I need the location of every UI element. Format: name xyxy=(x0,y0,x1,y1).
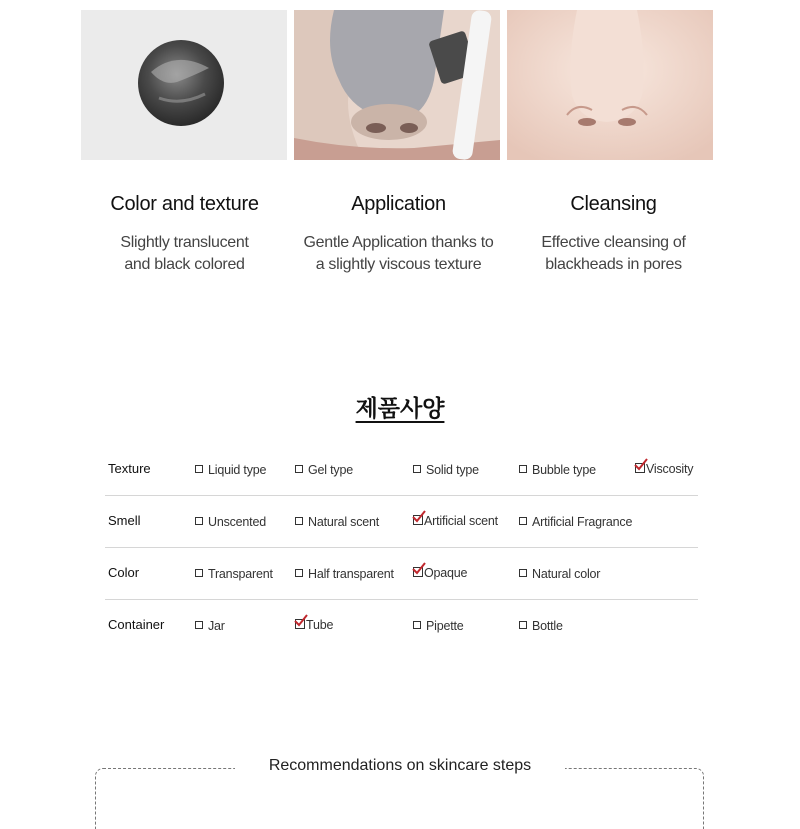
unchecked-box-icon xyxy=(195,465,203,473)
spec-option-label: Natural scent xyxy=(308,515,380,529)
recommendations-box xyxy=(95,768,704,829)
feature-description-line: blackheads in pores xyxy=(545,256,682,273)
checked-box-icon xyxy=(413,567,423,577)
spec-heading-text: 제품사양 xyxy=(355,396,445,422)
feature-description-line: Effective cleansing of xyxy=(541,234,686,251)
spec-option-label: Bubble type xyxy=(532,463,596,477)
recommendations-heading-text: Recommendations on skincare steps xyxy=(235,757,565,774)
feature-description xyxy=(78,232,291,276)
unchecked-box-icon xyxy=(195,569,203,577)
spec-option xyxy=(195,463,266,477)
feature-description-line: Gentle Application thanks to xyxy=(303,234,494,251)
checked-box-icon xyxy=(635,463,645,473)
spec-option xyxy=(413,514,498,528)
spec-option-label: Solid type xyxy=(426,463,479,477)
recommendations-heading xyxy=(0,757,800,775)
feature-title: Application xyxy=(351,193,446,215)
spec-row xyxy=(105,444,698,496)
spec-option-label: Gel type xyxy=(308,463,353,477)
spec-option xyxy=(195,567,273,581)
spec-option xyxy=(295,567,394,581)
unchecked-box-icon xyxy=(413,465,421,473)
spec-option xyxy=(295,515,379,529)
feature-application xyxy=(292,190,505,276)
unchecked-box-icon xyxy=(519,465,527,473)
spec-row xyxy=(105,600,698,651)
unchecked-box-icon xyxy=(519,517,527,525)
feature-description-line: Slightly translucent xyxy=(120,234,249,251)
spec-option-label: Opaque xyxy=(424,566,468,580)
unchecked-box-icon xyxy=(413,621,421,629)
feature-color-texture xyxy=(78,190,291,276)
spec-option xyxy=(519,515,632,529)
unchecked-box-icon xyxy=(295,465,303,473)
feature-description xyxy=(507,232,720,276)
unchecked-box-icon xyxy=(195,621,203,629)
spec-option-label: Liquid type xyxy=(208,463,267,477)
unchecked-box-icon xyxy=(295,517,303,525)
spec-option xyxy=(413,619,464,633)
spec-option xyxy=(519,567,600,581)
spec-row xyxy=(105,496,698,548)
spec-option xyxy=(195,515,266,529)
spec-option-label: Jar xyxy=(208,619,225,633)
feature-title: Cleansing xyxy=(570,193,657,215)
spec-option xyxy=(519,463,596,477)
spec-option-label: Artificial Fragrance xyxy=(532,515,633,529)
black-gel-swatch-icon xyxy=(81,10,287,160)
spec-option-label: Bottle xyxy=(532,619,563,633)
spec-option-label: Transparent xyxy=(208,567,273,581)
nose-application-with-brush-icon xyxy=(294,10,500,160)
checked-box-icon xyxy=(413,515,423,525)
unchecked-box-icon xyxy=(195,517,203,525)
spec-option xyxy=(195,619,225,633)
spec-option xyxy=(295,463,353,477)
unchecked-box-icon xyxy=(519,569,527,577)
feature-description-line: and black colored xyxy=(124,256,245,273)
spec-option-label: Half transparent xyxy=(308,567,394,581)
spec-row xyxy=(105,548,698,600)
spec-row-label: Texture xyxy=(108,461,151,476)
spec-option xyxy=(413,566,467,580)
feature-title: Color and texture xyxy=(110,193,259,215)
spec-heading xyxy=(0,390,800,423)
texture-swatch-image xyxy=(81,10,287,160)
cleansing-result-image xyxy=(507,10,713,160)
application-image xyxy=(294,10,500,160)
feature-description xyxy=(292,232,505,276)
spec-option-label: Natural color xyxy=(532,567,601,581)
feature-cleansing xyxy=(507,190,720,276)
spec-option-label: Unscented xyxy=(208,515,266,529)
unchecked-box-icon xyxy=(519,621,527,629)
spec-option xyxy=(413,463,479,477)
spec-option xyxy=(635,462,693,476)
unchecked-box-icon xyxy=(295,569,303,577)
spec-row-label: Color xyxy=(108,565,140,580)
spec-option xyxy=(519,619,563,633)
spec-option xyxy=(295,618,333,632)
spec-option-label: Tube xyxy=(306,618,334,632)
spec-row-label: Container xyxy=(108,617,165,632)
spec-option-label: Viscosity xyxy=(646,462,694,476)
spec-row-label: Smell xyxy=(108,513,141,528)
product-photo-strip xyxy=(81,10,714,160)
feature-description-line: a slightly viscous texture xyxy=(315,256,482,273)
spec-option-label: Artificial scent xyxy=(424,514,498,528)
spec-table xyxy=(105,444,698,651)
clean-nose-icon xyxy=(507,10,713,160)
checked-box-icon xyxy=(295,619,305,629)
spec-option-label: Pipette xyxy=(426,619,464,633)
